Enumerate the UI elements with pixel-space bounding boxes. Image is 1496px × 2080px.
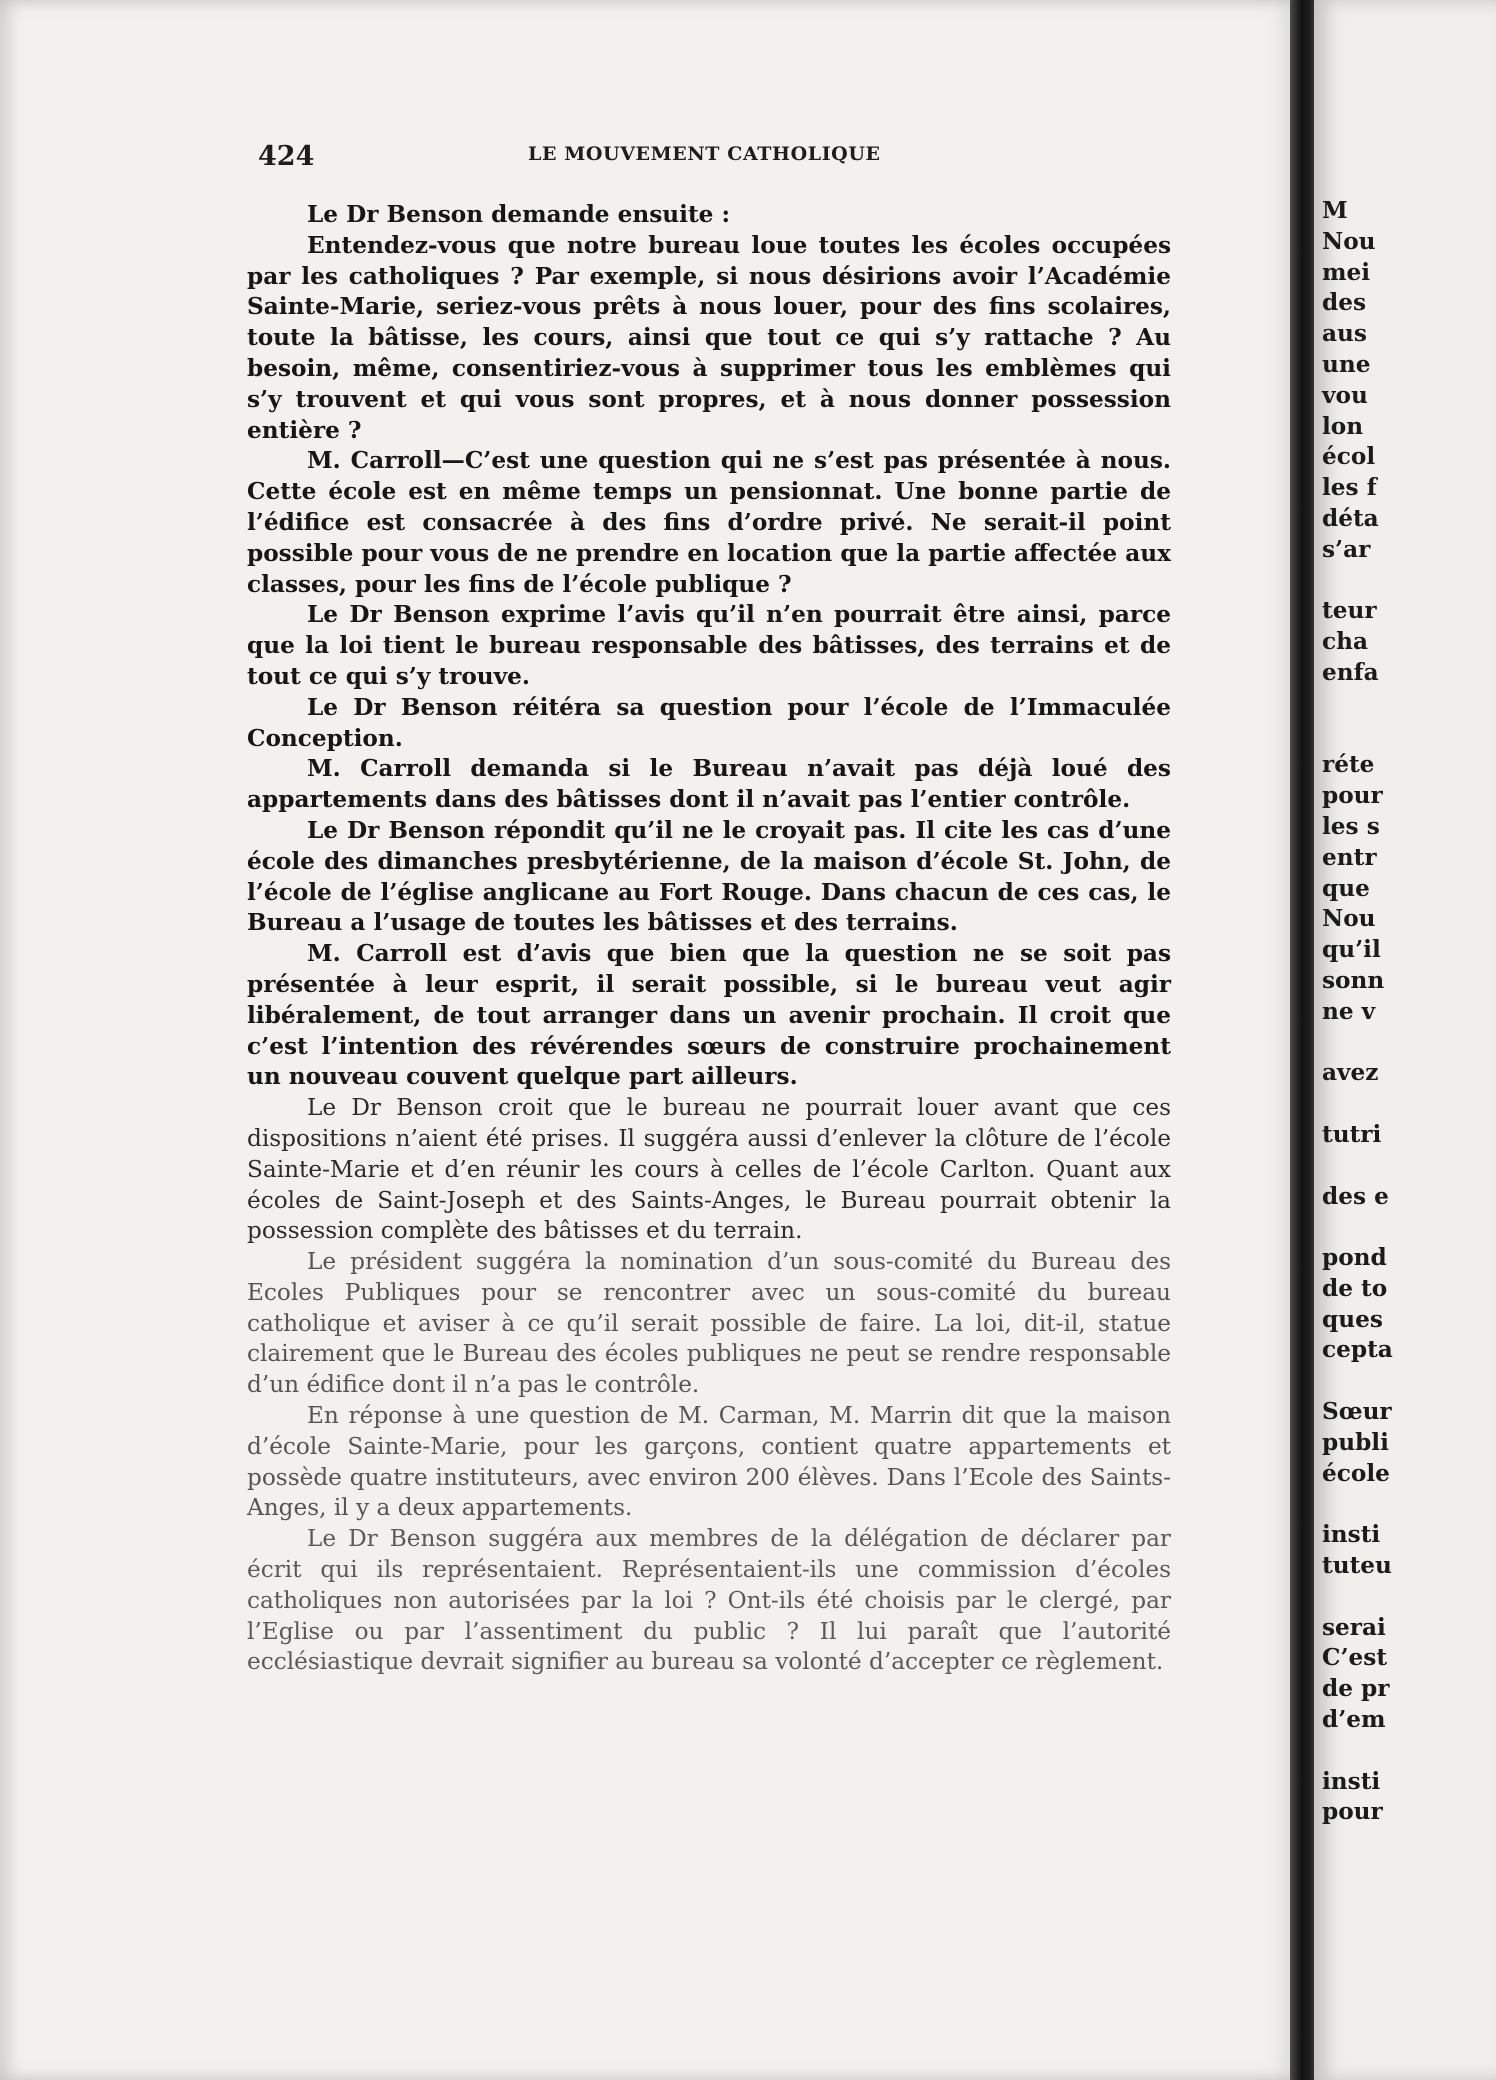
facing-page-line [1322,1151,1496,1182]
facing-page-line [1322,1212,1496,1243]
facing-page [1314,0,1496,2080]
facing-page-line: des e [1322,1182,1389,1210]
facing-page-line: école [1322,1459,1390,1487]
body-text [247,200,1171,1678]
facing-page-line: lon [1322,412,1364,440]
paragraph: Le Dr Benson exprime l’avis qu’il n’en pourrait être ainsi, parce que la loi tient le bureau responsable des bâtisses, des terrains et de tout ce qui s’y trouve. [247,601,1171,690]
facing-page-line: serai [1322,1613,1386,1641]
paragraph: Le Dr Benson demande ensuite : [307,201,731,228]
facing-page-line: enfa [1322,658,1379,686]
facing-page-text [1322,196,1496,1828]
facing-page-line: ne v [1322,997,1376,1025]
facing-page-line: teur [1322,597,1377,625]
facing-page-line: s’ar [1322,535,1371,563]
paragraph: En réponse à une question de M. Carman, M. Marrin dit que la maison d’école Sainte-Marie, pour les garçons, contient quatre appartements et possède quatre instituteurs, avec environ 200 élèves. Dans l’Ecole des Saints-Anges, il y a deux appartements. [247,1402,1171,1522]
paragraph: M. Carroll est d’avis que bien que la question ne se soit pas présentée à leur esprit, il serait possible, si le bureau veut agir libéralement, de tout arranger dans un avenir prochain. Il croit que c’est l’intention des révérendes sœurs de construire prochainement un nouveau couvent quelque part ailleurs. [247,940,1171,1091]
facing-page-line: ques [1322,1305,1383,1333]
facing-page-line: insti [1322,1767,1381,1795]
facing-page-line: C’est [1322,1644,1388,1672]
facing-page-line [1322,566,1496,597]
facing-page-line: de pr [1322,1675,1390,1703]
page-number: 424 [258,141,315,172]
facing-page-line: publi [1322,1428,1389,1456]
facing-page-line: écol [1322,443,1376,471]
facing-page-line: les s [1322,812,1380,840]
facing-page-line [1322,1366,1496,1397]
facing-page-line: Nou [1322,905,1376,933]
paragraph: M. Carroll—C’est une question qui ne s’est pas présentée à nous. Cette école est en même temps un pensionnat. Une bonne partie de l’édifice est consacrée à des fins d’ordre privé. Ne serait-il point possible pour vous de ne prendre en location que la partie affectée aux classes, pour les fins de l’école publique ? [247,447,1171,598]
facing-page-line: des [1322,289,1367,317]
facing-page-line: Nou [1322,227,1376,255]
facing-page-line: tutri [1322,1120,1382,1148]
paragraph: M. Carroll demanda si le Bureau n’avait pas déjà loué des appartements dans des bâtisses dont il n’avait pas l’entier contrôle. [247,755,1171,814]
running-title: LE MOUVEMENT CATHOLIQUE [528,143,881,165]
facing-page-line: une [1322,350,1371,378]
facing-page-line: entr [1322,843,1377,871]
paragraph: Le Dr Benson croit que le bureau ne pourrait louer avant que ces dispositions n’aient été prises. Il suggéra aussi d’enlever la clôture de l’école Sainte-Marie et d’en réunir les cours à celles de l’école Carlton. Quant aux écoles de Saint-Joseph et des Saints-Anges, le Bureau pourrait obtenir la possession complète des bâtisses et du terrain. [247,1094,1171,1245]
facing-page-line: de to [1322,1274,1388,1302]
facing-page-line: avez [1322,1059,1379,1087]
facing-page-line [1322,1582,1496,1613]
facing-page-line [1322,1736,1496,1767]
facing-page-line: mei [1322,258,1371,286]
facing-page-line: pond [1322,1244,1387,1272]
facing-page-line: Sœur [1322,1398,1392,1426]
facing-page-line: vou [1322,381,1368,409]
facing-page-line: déta [1322,504,1379,532]
paragraph: Le Dr Benson suggéra aux membres de la délégation de déclarer par écrit qui ils représentaient. Représentaient-ils une commission d’écoles catholiques non autorisées par la loi ? Ont-ils été choisis par le clergé, par l’Eglise ou par l’assentiment du public ? Il lui paraît que l’autorité ecclésiastique devrait signifier au bureau sa volonté d’accepter ce règlement. [247,1525,1171,1676]
facing-page-line: réte [1322,751,1375,779]
facing-page-line: que [1322,874,1370,902]
facing-page-line: pour [1322,1798,1383,1826]
facing-page-line: qu’il [1322,936,1381,964]
facing-page-line: pour [1322,782,1383,810]
facing-page-line [1322,1028,1496,1059]
facing-page-line [1322,1089,1496,1120]
paragraph: Le Dr Benson répondit qu’il ne le croyait pas. Il cite les cas d’une école des dimanches presbytérienne, de la maison d’école St. John, de l’école de l’église anglicane au Fort Rouge. Dans chacun de ces cas, le Bureau a l’usage de toutes les bâtisses et des terrains. [247,816,1171,937]
facing-page-line [1322,689,1496,720]
facing-page-line: d’em [1322,1706,1386,1734]
paragraph: Le Dr Benson réitéra sa question pour l’école de l’Immaculée Conception. [247,693,1171,752]
book-gutter [1290,0,1316,2080]
facing-page-line: aus [1322,320,1367,348]
facing-page-line: cepta [1322,1336,1393,1364]
facing-page-line: les f [1322,474,1377,502]
facing-page-line [1322,720,1496,751]
running-head [258,141,1178,181]
facing-page-line [1322,1489,1496,1520]
paragraph: Le président suggéra la nomination d’un sous-comité du Bureau des Ecoles Publiques pour se rencontrer avec un sous-comité du bureau catholique et aviser à ce qu’il serait possible de faire. La loi, dit-il, statue clairement que le Bureau des écoles publiques ne peut se rendre responsable d’un édifice dont il n’a pas le contrôle. [247,1248,1171,1399]
paragraph: Entendez-vous que notre bureau loue toutes les écoles occupées par les catholiques ? Par exemple, si nous désirions avoir l’Académie Sainte-Marie, seriez-vous prêts à nous louer, pour des fins scolaires, toute la bâtisse, les cours, ainsi que tout ce qui s’y rattache ? Au besoin, même, consentiriez-vous à supprimer tous les emblèmes qui s’y trouvent et qui vous sont propres, et à nous donner possession entière ? [247,231,1171,444]
facing-page-line: insti [1322,1521,1381,1549]
facing-page-line: tuteu [1322,1552,1392,1580]
facing-page-line: M [1322,197,1348,224]
facing-page-line: cha [1322,628,1369,656]
facing-page-line: sonn [1322,966,1385,994]
